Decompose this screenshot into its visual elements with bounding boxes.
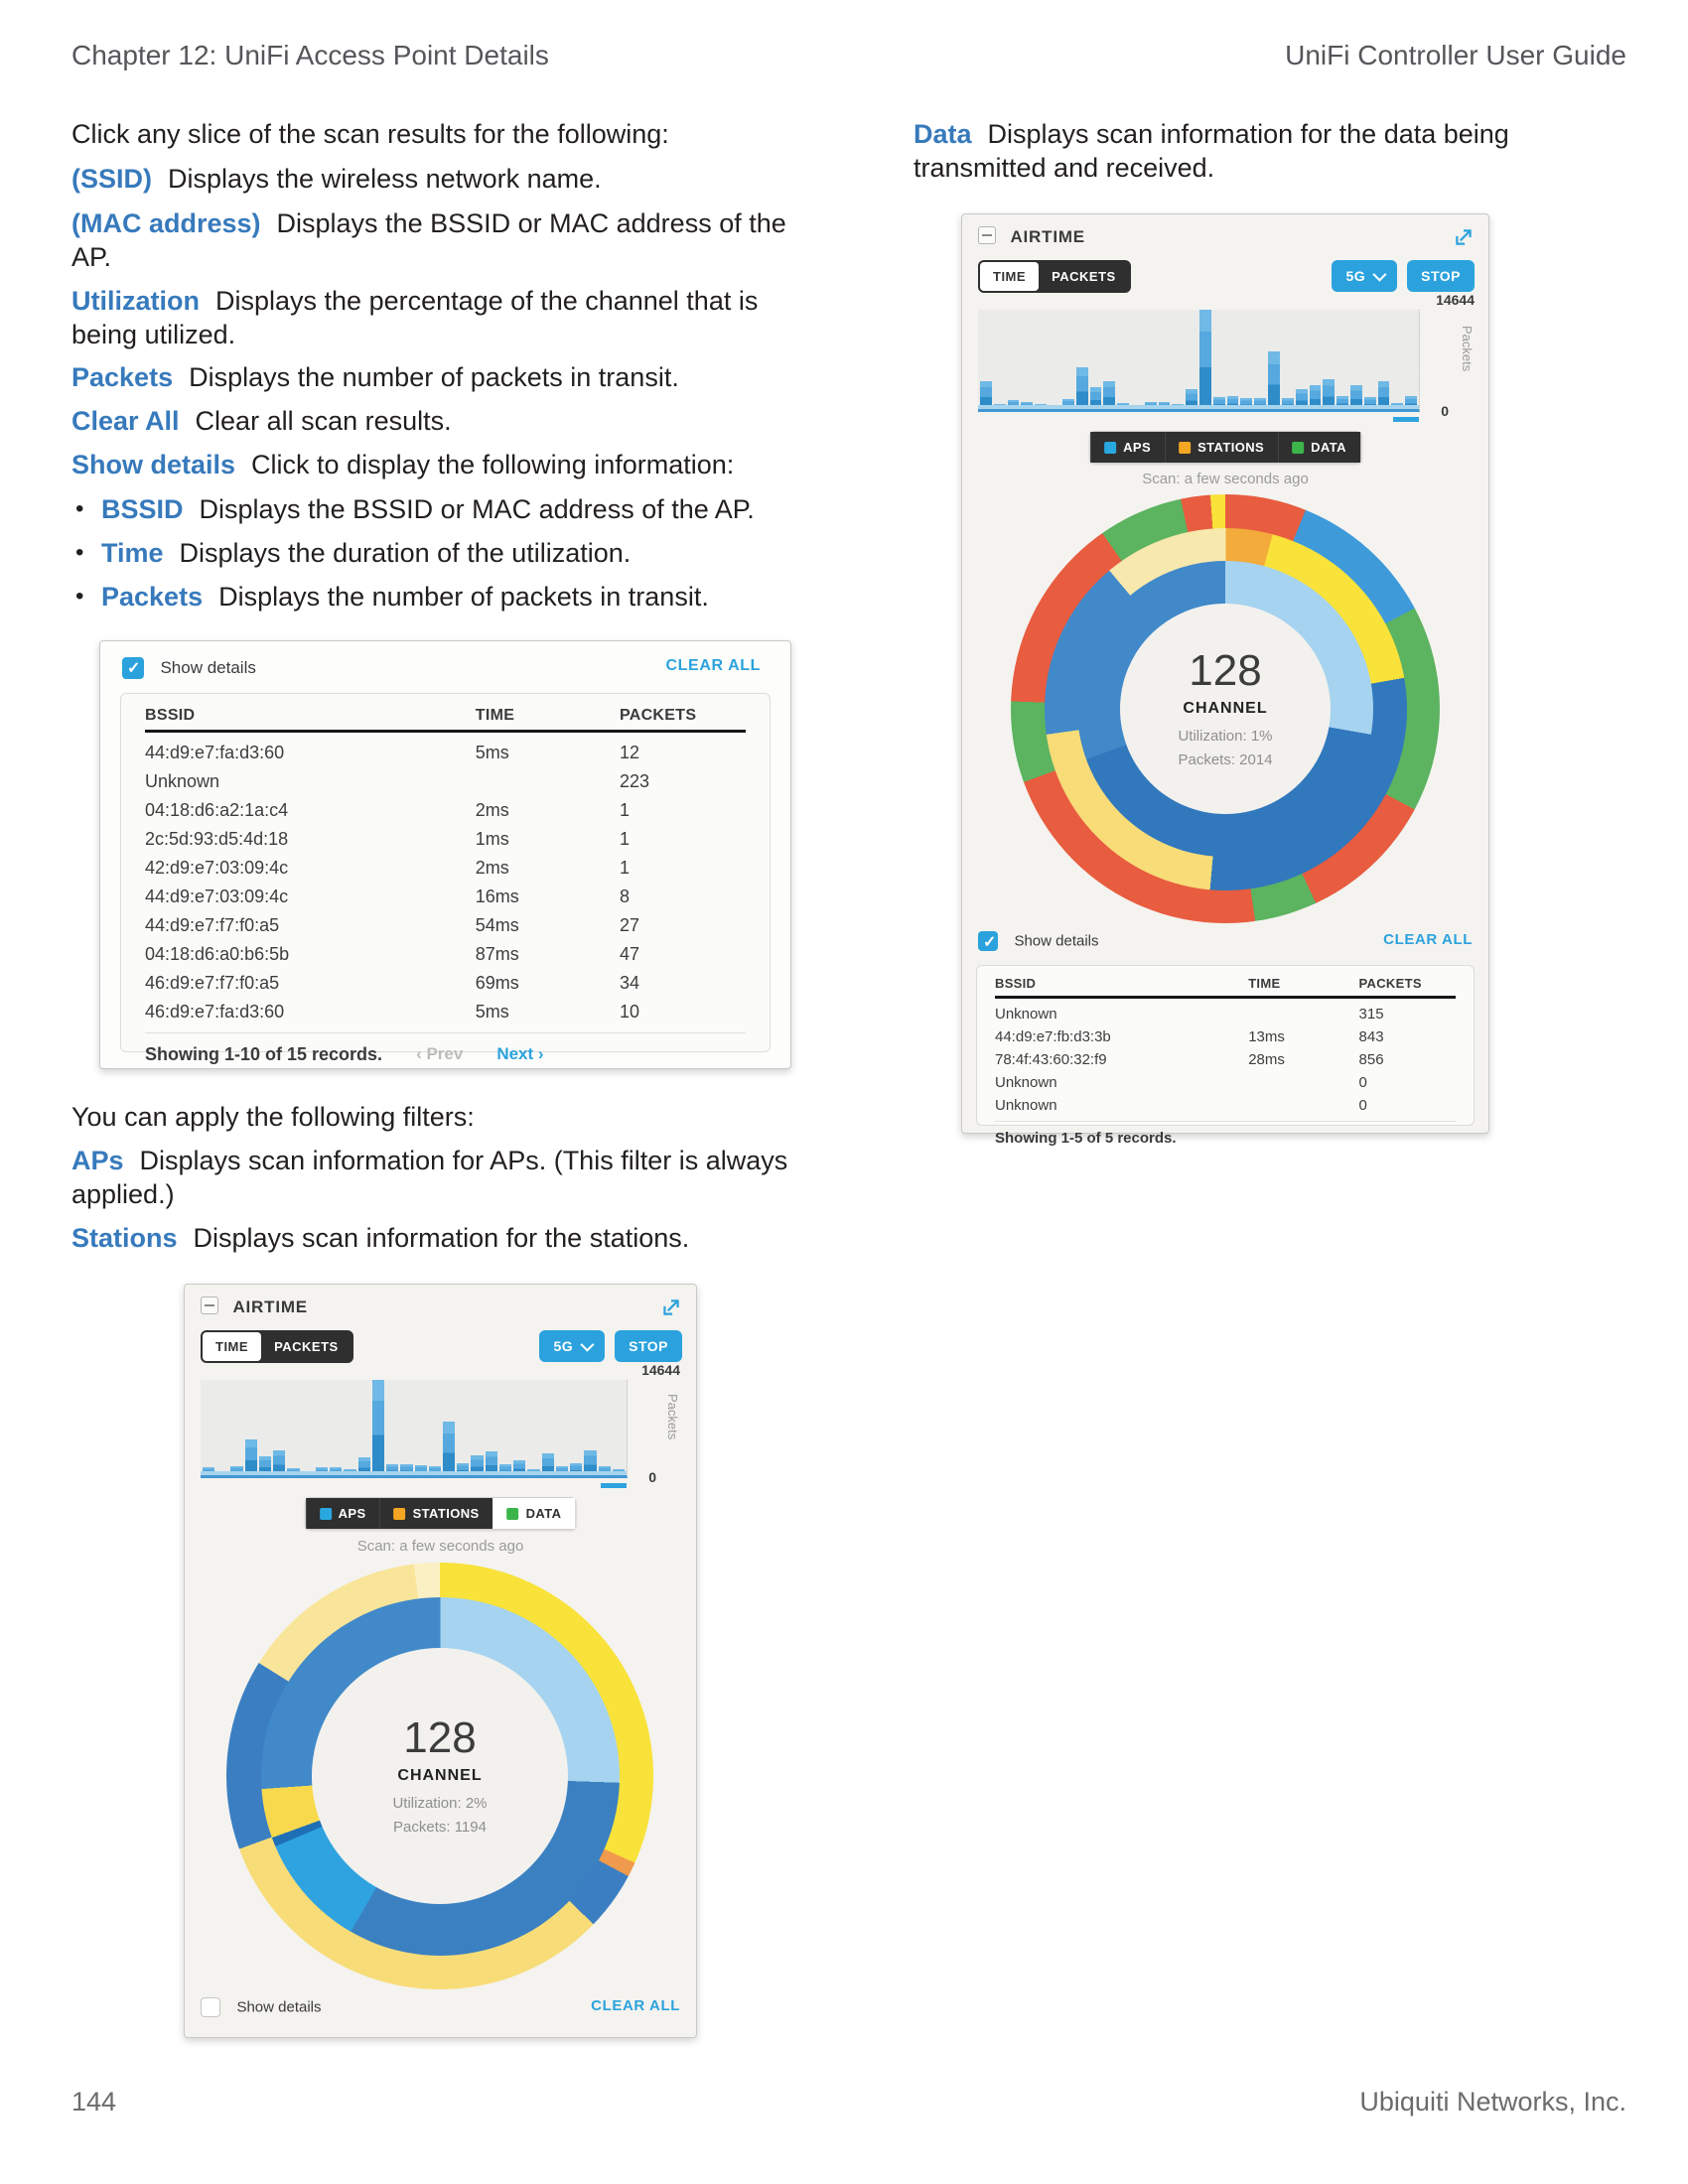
- y-axis-label: Packets: [665, 1394, 680, 1440]
- bar: [1199, 310, 1211, 409]
- expand-icon[interactable]: [1453, 226, 1475, 253]
- cell: 2c:5d:93:d5:4d:18: [145, 829, 289, 849]
- col-packets[interactable]: PACKETS: [619, 707, 697, 724]
- bar: [344, 1469, 355, 1475]
- cell: Unknown: [995, 1097, 1057, 1114]
- cell: 8: [619, 887, 630, 906]
- legend-swatch: [1292, 442, 1304, 454]
- bar: [1049, 407, 1060, 409]
- channel-label: CHANNEL: [397, 1767, 483, 1784]
- cell: 27: [619, 915, 639, 935]
- time-packets-toggle: [978, 260, 1131, 293]
- bar: [542, 1453, 554, 1475]
- bar: [1062, 399, 1074, 409]
- legend-item-stations[interactable]: STATIONS: [380, 1498, 493, 1529]
- airtime-bar-chart[interactable]: [978, 310, 1420, 412]
- chart-legend: [305, 1497, 577, 1530]
- bar: [386, 1464, 398, 1475]
- bar: [1254, 398, 1266, 409]
- table-row[interactable]: [145, 911, 746, 940]
- bar: [1076, 367, 1088, 409]
- filters-lead: You can apply the following filters:: [71, 1102, 475, 1132]
- cell: 12: [619, 743, 639, 762]
- bullet-bssid: • BSSID Displays the BSSID or MAC address of the AP.: [71, 492, 856, 526]
- cell: 78:4f:43:60:32:f9: [995, 1051, 1107, 1068]
- bar: [471, 1455, 483, 1475]
- table-row[interactable]: [145, 739, 746, 767]
- chart-legend: [1089, 431, 1361, 464]
- cell: [476, 767, 620, 796]
- table-header: [145, 704, 746, 728]
- bar: [1336, 396, 1348, 409]
- cell: 223: [619, 771, 649, 791]
- channel-number: 128: [403, 1713, 477, 1762]
- legend-swatch: [507, 1508, 519, 1520]
- bar: [415, 1465, 427, 1475]
- airtime-bar-chart[interactable]: [201, 1380, 628, 1478]
- bar: [1405, 396, 1417, 409]
- table-row[interactable]: [145, 969, 746, 998]
- table-body: [995, 1003, 1456, 1117]
- table-row[interactable]: [145, 825, 746, 854]
- channel-donut-chart[interactable]: [226, 1563, 653, 1989]
- bar: [1378, 381, 1390, 409]
- panel-header: [201, 1297, 682, 1324]
- bar: [513, 1460, 525, 1475]
- bar: [1310, 385, 1322, 409]
- def-packets: Packets Displays the number of packets in transit.: [71, 362, 679, 392]
- cell: 28ms: [1248, 1051, 1285, 1068]
- bar: [1021, 402, 1033, 409]
- bar: [259, 1456, 271, 1475]
- doc-title: UniFi Controller User Guide: [1285, 40, 1626, 70]
- y-axis-min: 0: [648, 1469, 656, 1485]
- col-time[interactable]: TIME: [1248, 976, 1281, 991]
- bar: [1240, 398, 1252, 409]
- cell: Unknown: [145, 771, 220, 791]
- bar: [316, 1467, 328, 1475]
- cell: 843: [1358, 1028, 1384, 1045]
- scan-records-table: [976, 965, 1475, 1147]
- def-data: Data Displays scan information for the data being transmitted and received.: [914, 119, 1509, 183]
- cell: 44:d9:e7:03:09:4c: [145, 887, 289, 906]
- table-row[interactable]: [145, 998, 746, 1026]
- cell: 0: [1358, 1074, 1367, 1091]
- table-row[interactable]: [995, 1094, 1456, 1117]
- bar: [1035, 404, 1047, 409]
- show-details-screenshot: [99, 640, 791, 1069]
- show-details-label: Show details: [160, 658, 256, 677]
- cell: 34: [619, 973, 639, 993]
- legend-swatch: [394, 1508, 406, 1520]
- channel-donut-chart[interactable]: [1011, 494, 1440, 923]
- legend-item-aps[interactable]: APS: [1090, 432, 1165, 463]
- legend-item-aps[interactable]: APS: [306, 1498, 380, 1529]
- page-header: [71, 40, 1626, 71]
- show-details-label: Show details: [236, 1998, 322, 2016]
- showing-text: Showing 1-5 of 5 records.: [995, 1130, 1177, 1147]
- end-dash-marker: [601, 1483, 627, 1488]
- panel-title: AIRTIME: [1010, 227, 1085, 246]
- cell: [1248, 1094, 1358, 1117]
- table-body: [145, 739, 746, 1026]
- table-row[interactable]: [145, 883, 746, 911]
- bar: [1090, 387, 1102, 409]
- collapse-icon[interactable]: [978, 226, 996, 244]
- cell: Unknown: [995, 1006, 1057, 1023]
- bar: [372, 1380, 384, 1475]
- clear-all-link[interactable]: CLEAR ALL: [1383, 931, 1473, 948]
- packets-text: Packets: 2014: [1178, 751, 1273, 768]
- next-button[interactable]: Next ›: [496, 1033, 543, 1075]
- bar: [273, 1450, 285, 1475]
- bar: [486, 1451, 497, 1475]
- panel-footer: [201, 1997, 680, 2023]
- prev-button[interactable]: ‹ Prev: [416, 1033, 463, 1075]
- clear-all-link[interactable]: CLEAR ALL: [591, 1997, 680, 2014]
- cell: 315: [1358, 1006, 1384, 1023]
- col-bssid[interactable]: BSSID: [145, 707, 196, 724]
- table-row[interactable]: [145, 940, 746, 969]
- records-count-row: [995, 1121, 1456, 1156]
- legend-swatch: [320, 1508, 332, 1520]
- show-details-label: Show details: [1014, 932, 1099, 950]
- bar: [1268, 351, 1280, 409]
- table-row[interactable]: [145, 854, 746, 883]
- bar: [302, 1471, 314, 1475]
- table-row[interactable]: [995, 1048, 1456, 1071]
- packets-text: Packets: 1194: [393, 1819, 487, 1836]
- cell: [1248, 1071, 1358, 1094]
- details-toolbar: [122, 657, 761, 683]
- bar: [1391, 403, 1403, 409]
- intro-lead: Click any slice of the scan results for the following:: [71, 119, 669, 149]
- channel-number: 128: [1189, 646, 1262, 695]
- def-ssid: (SSID) Displays the wireless network name.: [71, 164, 602, 194]
- bar: [1227, 396, 1239, 409]
- cell: 04:18:d6:a2:1a:c4: [145, 800, 289, 820]
- showing-text: Showing 1-10 of 15 records.: [145, 1044, 383, 1064]
- def-clear-all: Clear All Clear all scan results.: [71, 406, 452, 436]
- scan-status: Scan: a few seconds ago: [356, 1538, 524, 1555]
- stop-button[interactable]: STOP: [615, 1330, 682, 1362]
- table-row[interactable]: [995, 1003, 1456, 1025]
- bar: [287, 1468, 299, 1475]
- expand-icon[interactable]: [660, 1297, 682, 1323]
- table-row[interactable]: [145, 796, 746, 825]
- legend-swatch: [1179, 442, 1191, 454]
- cell: 42:d9:e7:03:09:4c: [145, 858, 289, 878]
- bar: [330, 1467, 342, 1475]
- page-footer: [71, 2087, 1626, 2117]
- bar: [429, 1466, 441, 1475]
- bar: [584, 1450, 596, 1475]
- company-name: Ubiquiti Networks, Inc.: [1359, 2087, 1626, 2116]
- bar: [1117, 403, 1129, 409]
- cell: 1: [619, 800, 630, 820]
- cell: 856: [1358, 1051, 1384, 1068]
- cell: 2ms: [475, 858, 509, 878]
- bar: [443, 1422, 455, 1475]
- bar: [358, 1457, 370, 1475]
- clear-all-link[interactable]: CLEAR ALL: [665, 657, 761, 674]
- bar: [1159, 402, 1171, 409]
- bar: [1213, 397, 1225, 409]
- donut-center: [1120, 604, 1331, 814]
- bar: [245, 1439, 257, 1475]
- donut-center: [312, 1648, 568, 1904]
- bar: [457, 1463, 469, 1475]
- bar: [599, 1466, 611, 1475]
- cell: 44:d9:e7:fa:d3:60: [145, 743, 285, 762]
- show-details-checkbox[interactable]: [201, 1997, 220, 2017]
- end-dash-marker: [1393, 417, 1419, 422]
- bar: [230, 1466, 242, 1475]
- bullet-time: • Time Displays the duration of the utilization.: [71, 536, 856, 570]
- bar: [1103, 381, 1115, 409]
- bar: [400, 1464, 412, 1475]
- cell: 46:d9:e7:f7:f0:a5: [145, 973, 280, 993]
- details-table: [120, 693, 771, 1064]
- bar: [1282, 398, 1294, 409]
- cell: 5ms: [475, 743, 509, 762]
- panel-buttons: [1332, 260, 1475, 292]
- bar: [1172, 404, 1184, 409]
- bar: [613, 1469, 625, 1475]
- utilization-text: Utilization: 2%: [392, 1795, 488, 1812]
- bar: [1145, 402, 1157, 409]
- bar: [1131, 405, 1143, 409]
- chevron-down-icon: [580, 1338, 594, 1352]
- bar: [994, 404, 1006, 409]
- legend-item-data[interactable]: DATA: [1278, 432, 1360, 463]
- legend-swatch: [1104, 442, 1116, 454]
- chevron-down-icon: [1372, 268, 1386, 282]
- cell: 5ms: [475, 1002, 509, 1022]
- def-mac: (MAC address) Displays the BSSID or MAC address of the AP.: [71, 208, 786, 272]
- bar: [1296, 389, 1308, 409]
- col-time[interactable]: TIME: [475, 707, 515, 724]
- data-airtime-screenshot: [961, 213, 1489, 1147]
- cell: 1: [619, 829, 630, 849]
- header-rule: [995, 996, 1456, 999]
- bar: [570, 1463, 582, 1475]
- legend-item-data[interactable]: DATA: [493, 1498, 576, 1529]
- y-axis-label: Packets: [1460, 326, 1475, 372]
- table-row[interactable]: [995, 1025, 1456, 1048]
- def-show-details: Show details Click to display the following information:: [71, 450, 735, 479]
- pagination-row: [145, 1032, 746, 1075]
- cell: 16ms: [475, 887, 519, 906]
- cell: 2ms: [475, 800, 509, 820]
- cell: [1248, 1003, 1358, 1025]
- chapter-title: Chapter 12: UniFi Access Point Details: [71, 40, 549, 70]
- toggle-packets[interactable]: PACKETS: [1039, 262, 1129, 291]
- band-select-button[interactable]: 5G: [1332, 260, 1397, 292]
- cell: 87ms: [475, 944, 519, 964]
- cell: 54ms: [475, 915, 519, 935]
- cell: 04:18:d6:a0:b6:5b: [145, 944, 290, 964]
- cell: 69ms: [475, 973, 519, 993]
- def-utilization: Utilization Displays the percentage of the channel that is being utilized.: [71, 286, 759, 349]
- show-details-checkbox[interactable]: [978, 931, 998, 951]
- y-axis-max: 14644: [641, 1362, 680, 1378]
- bar: [1323, 379, 1335, 409]
- panel-footer: [978, 931, 1473, 957]
- page-number: 144: [71, 2087, 117, 2116]
- table-row[interactable]: [995, 1071, 1456, 1094]
- bar: [1008, 400, 1020, 409]
- cell: 47: [619, 944, 639, 964]
- toggle-packets[interactable]: PACKETS: [261, 1332, 352, 1361]
- toggle-time[interactable]: TIME: [980, 262, 1039, 291]
- cell: 44:d9:e7:fb:d3:3b: [995, 1028, 1111, 1045]
- stations-airtime-screenshot: [184, 1284, 697, 2038]
- panel-header: [978, 226, 1475, 254]
- collapse-icon[interactable]: [201, 1297, 218, 1314]
- cell: Unknown: [995, 1074, 1057, 1091]
- bar: [556, 1466, 568, 1475]
- cell: 13ms: [1248, 1028, 1285, 1045]
- y-axis-max: 14644: [1436, 292, 1475, 308]
- utilization-text: Utilization: 1%: [1178, 728, 1273, 745]
- def-aps: APs Displays scan information for APs. (This filter is always applied.): [71, 1146, 788, 1209]
- table-row[interactable]: [145, 767, 746, 796]
- cell: 44:d9:e7:f7:f0:a5: [145, 915, 280, 935]
- y-axis-min: 0: [1441, 403, 1449, 419]
- legend-item-stations[interactable]: STATIONS: [1165, 432, 1278, 463]
- cell: 46:d9:e7:fa:d3:60: [145, 1002, 285, 1022]
- cell: 1: [619, 858, 630, 878]
- scan-status: Scan: a few seconds ago: [1142, 471, 1309, 487]
- def-stations: Stations Displays scan information for the stations.: [71, 1223, 690, 1253]
- cell: 1ms: [475, 829, 509, 849]
- bar: [1364, 397, 1376, 409]
- stop-button[interactable]: STOP: [1407, 260, 1475, 292]
- cell: 10: [619, 1002, 639, 1022]
- bar: [527, 1469, 539, 1475]
- table-header: [995, 974, 1456, 994]
- time-packets-toggle: [201, 1330, 353, 1363]
- bullet-packets: • Packets Displays the number of packets in transit.: [71, 580, 856, 614]
- bar: [203, 1467, 214, 1475]
- channel-label: CHANNEL: [1183, 700, 1268, 717]
- panel-buttons: [539, 1330, 682, 1362]
- col-bssid[interactable]: BSSID: [995, 976, 1037, 991]
- bar: [1186, 389, 1197, 409]
- panel-title: AIRTIME: [232, 1297, 308, 1316]
- col-packets[interactable]: PACKETS: [1358, 976, 1422, 991]
- bar: [980, 381, 992, 409]
- bar: [1350, 385, 1362, 409]
- header-rule: [145, 730, 746, 733]
- bar: [216, 1472, 228, 1475]
- cell: 0: [1358, 1097, 1367, 1114]
- show-details-checkbox[interactable]: [122, 657, 144, 679]
- toggle-time[interactable]: TIME: [203, 1332, 261, 1361]
- bar: [499, 1464, 511, 1475]
- band-select-button[interactable]: 5G: [539, 1330, 605, 1362]
